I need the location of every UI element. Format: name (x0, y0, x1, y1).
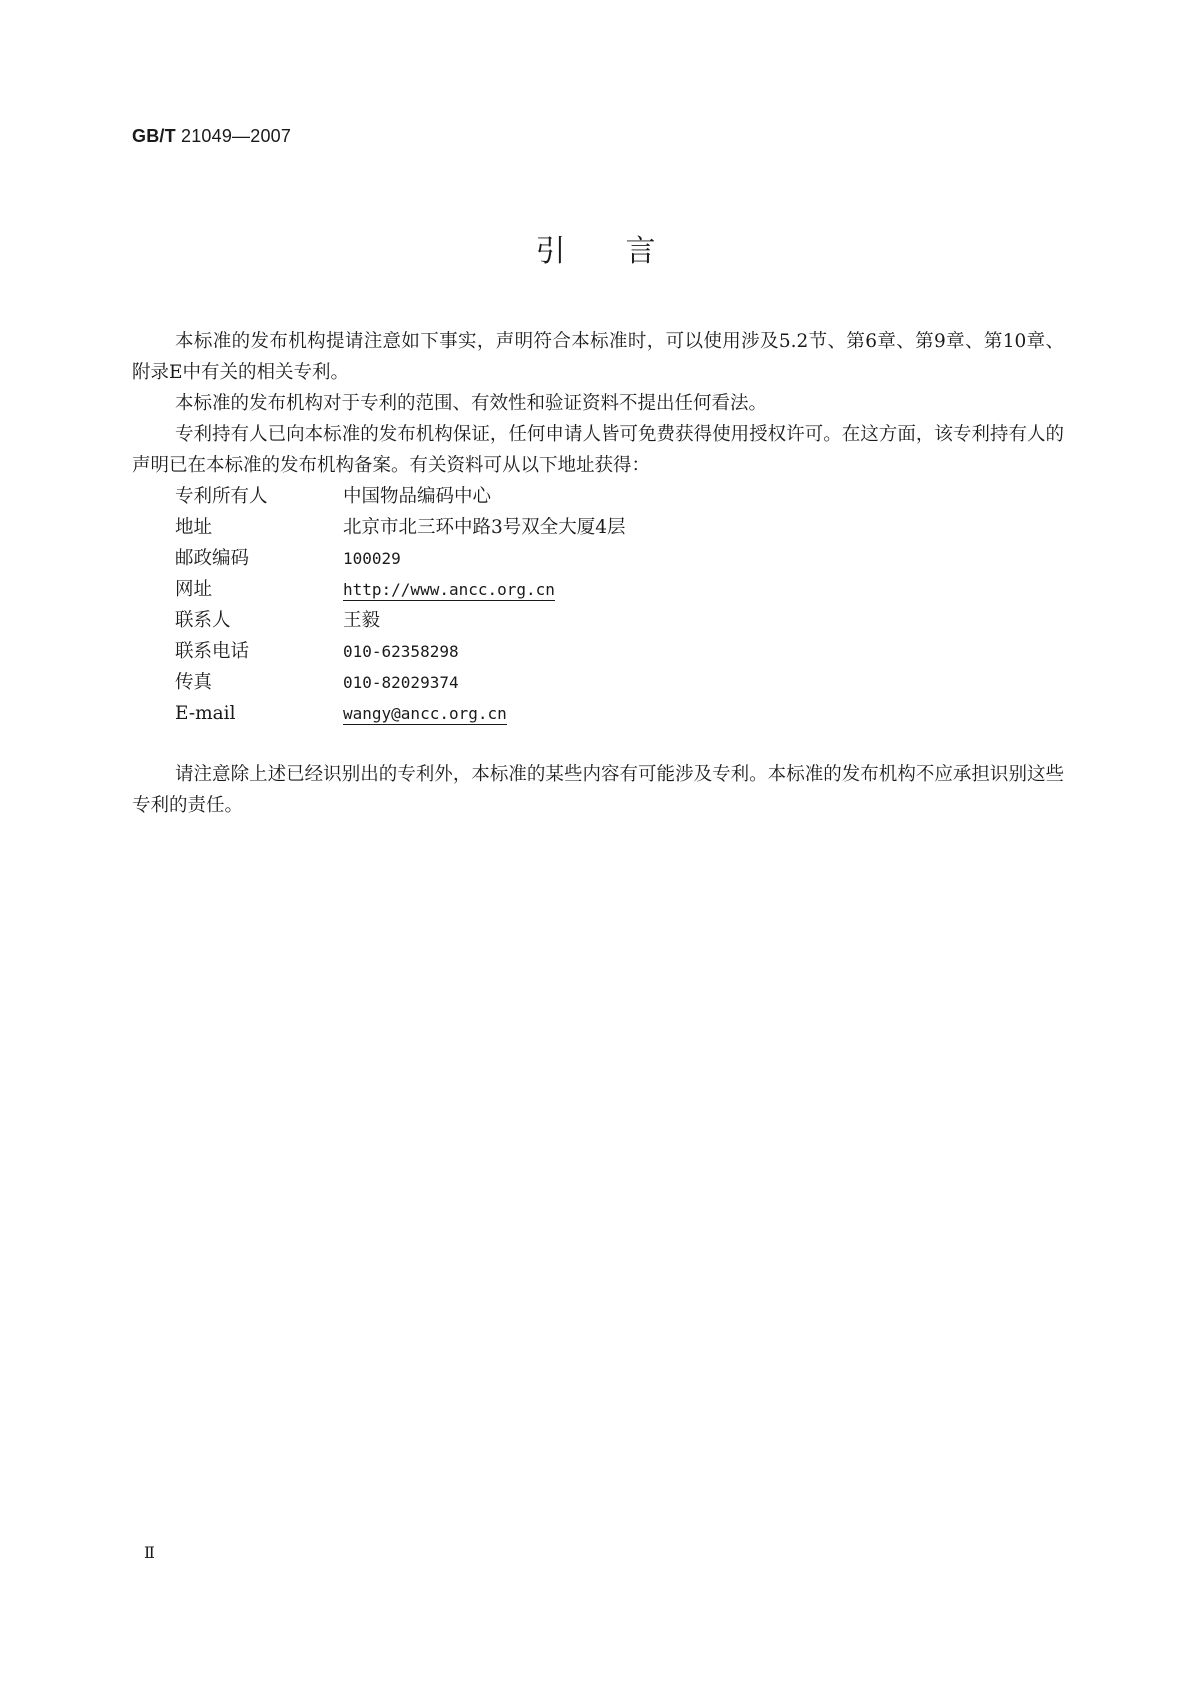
contact-value: 中国物品编码中心 (343, 486, 492, 507)
contact-label: 专利所有人 (175, 486, 268, 507)
page-title: 引言 (535, 234, 716, 269)
contact-label: 邮政编码 (175, 548, 250, 569)
contact-row-postcode (132, 543, 626, 574)
spacer (132, 729, 1064, 759)
contact-table (132, 481, 626, 729)
contact-value: 010-62358298 (343, 642, 459, 661)
email-link[interactable]: wangy@ancc.org.cn (343, 704, 507, 723)
standard-code (132, 126, 291, 147)
contact-label: 联系人 (175, 610, 231, 631)
contact-label: 地址 (175, 517, 213, 538)
contact-row-person (132, 605, 626, 636)
contact-row-address (132, 512, 626, 543)
paragraph-2: 本标准的发布机构对于专利的范围、有效性和验证资料不提出任何看法。 (175, 393, 768, 414)
contact-label: 传真 (175, 672, 213, 693)
contact-value: 010-82029374 (343, 673, 459, 692)
paragraph-1: 本标准的发布机构提请注意如下事实，声明符合本标准时，可以使用涉及5.2节、第6章、第9章、第10章、附录E中有关的相关专利。 (132, 331, 1064, 383)
contact-label: 网址 (175, 579, 213, 600)
contact-row-website (132, 574, 626, 605)
standard-code-prefix: GB/T (132, 126, 176, 146)
contact-value: 王毅 (343, 610, 381, 631)
contact-label: 联系电话 (175, 641, 250, 662)
document-body (132, 326, 1064, 821)
contact-row-owner (132, 481, 626, 512)
closing-paragraph: 请注意除上述已经识别出的专利外，本标准的某些内容有可能涉及专利。本标准的发布机构不应承担识别这些专利的责任。 (132, 764, 1064, 816)
contact-value: 北京市北三环中路3号双全大厦4层 (343, 517, 626, 538)
contact-label: E-mail (175, 703, 236, 724)
contact-row-email (132, 698, 626, 729)
page-number: Ⅱ (144, 1543, 155, 1562)
website-link[interactable]: http://www.ancc.org.cn (343, 580, 555, 599)
contact-row-phone (132, 636, 626, 667)
contact-value: 100029 (343, 549, 401, 568)
paragraph-3: 专利持有人已向本标准的发布机构保证，任何申请人皆可免费获得使用授权许可。在这方面，该专利持有人的声明已在本标准的发布机构备案。有关资料可从以下地址获得： (132, 424, 1064, 476)
standard-code-number: 21049—2007 (181, 126, 292, 146)
contact-row-fax (132, 667, 626, 698)
